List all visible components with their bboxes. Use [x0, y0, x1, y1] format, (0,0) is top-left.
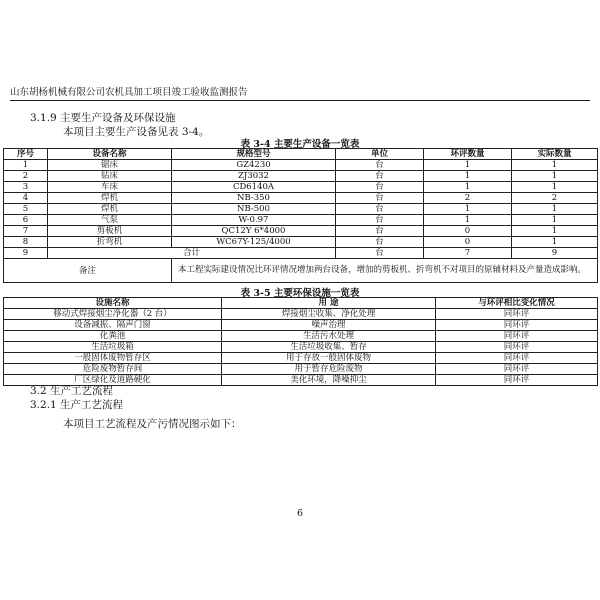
cell-model: WC67Y-125/4000	[172, 237, 336, 248]
cell-purpose: 用于暂存危险废物	[222, 364, 436, 375]
cell-actual-quantity: 2	[512, 193, 598, 204]
col-header-actual-quantity: 实际数量	[512, 149, 598, 160]
cell-actual-quantity: 9	[512, 248, 598, 259]
cell-unit: 台	[336, 171, 424, 182]
cell-total-label: 合计	[48, 248, 336, 259]
col-header-equipment-name: 设备名称	[48, 149, 172, 160]
cell-eia-quantity: 1	[424, 171, 512, 182]
cell-purpose: 用于存放一般固体废物	[222, 353, 436, 364]
col-header-unit: 单位	[336, 149, 424, 160]
col-header-facility-name: 设施名称	[4, 298, 222, 309]
cell-model: CD6140A	[172, 182, 336, 193]
table-row	[4, 237, 598, 248]
cell-facility-name: 化粪池	[4, 331, 222, 342]
cell-equipment-name: 钻床	[48, 171, 172, 182]
cell-unit: 台	[336, 204, 424, 215]
table-row	[4, 171, 598, 182]
cell-change: 同环评	[436, 309, 598, 320]
cell-purpose: 生活垃圾收集、暂存	[222, 342, 436, 353]
cell-index: 5	[4, 204, 48, 215]
cell-unit: 台	[336, 226, 424, 237]
cell-model: ZJ3032	[172, 171, 336, 182]
cell-equipment-name: 锯床	[48, 160, 172, 171]
col-header-eia-quantity: 环评数量	[424, 149, 512, 160]
cell-equipment-name: 剪板机	[48, 226, 172, 237]
table-header-row	[4, 149, 598, 160]
cell-actual-quantity: 1	[512, 204, 598, 215]
section-3-2-1-title: 3.2.1 生产工艺流程	[30, 399, 124, 411]
table-row	[4, 182, 598, 193]
cell-equipment-name: 气泵	[48, 215, 172, 226]
cell-unit: 台	[336, 237, 424, 248]
cell-model: W-0.97	[172, 215, 336, 226]
cell-facility-name: 移动式焊接烟尘净化器（2 台）	[4, 309, 222, 320]
cell-index: 2	[4, 171, 48, 182]
cell-actual-quantity: 1	[512, 226, 598, 237]
table-row	[4, 215, 598, 226]
table-row	[4, 331, 598, 342]
col-header-model: 规格型号	[172, 149, 336, 160]
cell-change: 同环评	[436, 375, 598, 386]
cell-actual-quantity: 1	[512, 182, 598, 193]
cell-unit: 台	[336, 248, 424, 259]
col-header-index: 序号	[4, 149, 48, 160]
cell-facility-name: 生活垃圾箱	[4, 342, 222, 353]
cell-eia-quantity: 1	[424, 160, 512, 171]
cell-index: 8	[4, 237, 48, 248]
cell-eia-quantity: 1	[424, 215, 512, 226]
cell-change: 同环评	[436, 353, 598, 364]
col-header-purpose: 用 途	[222, 298, 436, 309]
cell-eia-quantity: 1	[424, 204, 512, 215]
page-number: 6	[296, 508, 304, 519]
cell-purpose: 噪声治理	[222, 320, 436, 331]
remark-text: 本工程实际建设情况比环评情况增加两台设备，增加的剪板机、折弯机不对项目的原辅材料及产量造成影响。	[172, 259, 598, 283]
cell-index: 9	[4, 248, 48, 259]
cell-facility-name: 厂区绿化及道路硬化	[4, 375, 222, 386]
environmental-facilities-table	[3, 297, 598, 386]
cell-unit: 台	[336, 182, 424, 193]
cell-actual-quantity: 1	[512, 237, 598, 248]
cell-change: 同环评	[436, 342, 598, 353]
cell-purpose: 美化环境，降噪抑尘	[222, 375, 436, 386]
cell-actual-quantity: 1	[512, 171, 598, 182]
table-row	[4, 320, 598, 331]
cell-index: 1	[4, 160, 48, 171]
cell-eia-quantity: 2	[424, 193, 512, 204]
table-row	[4, 226, 598, 237]
cell-change: 同环评	[436, 320, 598, 331]
table-row	[4, 342, 598, 353]
cell-model: NB-350	[172, 193, 336, 204]
cell-equipment-name: 焊机	[48, 204, 172, 215]
page-header: 山东胡杨机械有限公司农机具加工项目竣工验收监测报告	[10, 87, 590, 101]
equipment-table	[3, 148, 598, 283]
remark-label: 备注	[4, 259, 172, 283]
section-3-2-title: 3.2 生产工艺流程	[30, 385, 114, 397]
table-row	[4, 248, 598, 259]
table-row	[4, 309, 598, 320]
table-row	[4, 353, 598, 364]
cell-index: 4	[4, 193, 48, 204]
cell-equipment-name: 折弯机	[48, 237, 172, 248]
cell-equipment-name: 焊机	[48, 193, 172, 204]
cell-facility-name: 危险废物暂存间	[4, 364, 222, 375]
cell-model: QC12Y 6*4000	[172, 226, 336, 237]
table-3-4-caption: 表 3-4 主要生产设备一览表	[240, 139, 360, 150]
cell-actual-quantity: 1	[512, 215, 598, 226]
cell-model: NB-500	[172, 204, 336, 215]
table-header-row	[4, 298, 598, 309]
cell-index: 6	[4, 215, 48, 226]
cell-change: 同环评	[436, 364, 598, 375]
cell-change: 同环评	[436, 331, 598, 342]
table-row	[4, 160, 598, 171]
cell-equipment-name: 车床	[48, 182, 172, 193]
cell-facility-name: 一般固体废物暂存区	[4, 353, 222, 364]
cell-index: 3	[4, 182, 48, 193]
cell-unit: 台	[336, 215, 424, 226]
section-3-1-9-title: 3.1.9 主要生产设备及环保设施	[30, 112, 176, 124]
cell-eia-quantity: 1	[424, 182, 512, 193]
cell-purpose: 焊接烟尘收集、净化处理	[222, 309, 436, 320]
cell-facility-name: 设备减振、隔声门窗	[4, 320, 222, 331]
cell-eia-quantity: 0	[424, 226, 512, 237]
table-row	[4, 364, 598, 375]
cell-unit: 台	[336, 160, 424, 171]
section-3-1-9-intro: 本项目主要生产设备见表 3-4。	[63, 126, 210, 138]
cell-index: 7	[4, 226, 48, 237]
table-row	[4, 193, 598, 204]
cell-model: GZ4230	[172, 160, 336, 171]
table-row	[4, 204, 598, 215]
cell-actual-quantity: 1	[512, 160, 598, 171]
col-header-change-vs-eia: 与环评相比变化情况	[436, 298, 598, 309]
table-3-5-caption: 表 3-5 主要环保设施一览表	[240, 288, 360, 299]
remark-row	[4, 259, 598, 283]
section-3-2-1-intro: 本项目工艺流程及产污情况图示如下：	[63, 418, 242, 430]
cell-eia-quantity: 0	[424, 237, 512, 248]
cell-eia-quantity: 7	[424, 248, 512, 259]
cell-unit: 台	[336, 193, 424, 204]
cell-purpose: 生活污水处理	[222, 331, 436, 342]
